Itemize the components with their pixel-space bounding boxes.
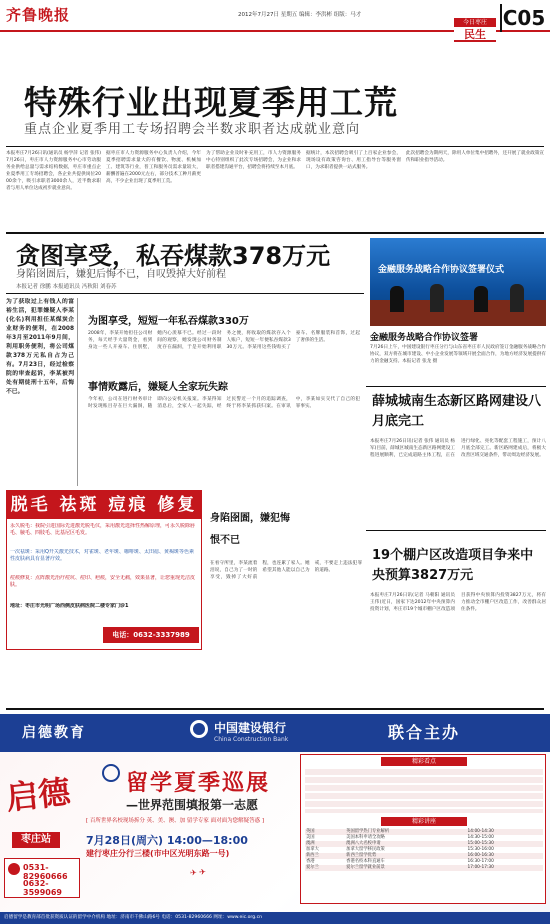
divider bbox=[6, 232, 544, 234]
schedule-topic: 澳洲八大名校申请 bbox=[346, 841, 381, 846]
plane-icon bbox=[102, 764, 120, 782]
schedule-country: 澳洲 bbox=[306, 841, 315, 846]
ccb-name-en: China Construction Bank bbox=[214, 736, 289, 743]
schedule-time: 14:00-14:30 bbox=[467, 829, 494, 834]
schedule-topic: 爱尔兰留学就业前景 bbox=[346, 865, 385, 870]
lead-body-col4: 据统计，本次招聘会吸引了上百家企业参会，现场设有政策咨询台、用工指导台等服务窗口，为求职者提供一站式服务。 bbox=[306, 151, 401, 170]
schedule-title: 精彩讲座 bbox=[381, 817, 467, 826]
schedule-time: 16:00-16:30 bbox=[467, 853, 494, 858]
lead-body-col2: 据枣庄市人力资源服务中心负责人介绍，今年夏季招聘需求量大的有餐饮、物流、机械加工、建筑等行业，普工和服务员需求量较大，薪酬普遍在2000元左右，部分技术工种月薪更高，不少企业出现了夏季用工荒。 bbox=[106, 151, 201, 184]
phone-1[interactable]: 0531-82960666 bbox=[23, 863, 68, 881]
divider bbox=[366, 530, 546, 531]
ad-signature-mark: ✈ ✈ bbox=[189, 867, 207, 878]
story2-subhead-b: 事情败露后，嫌疑人全家玩失踪 bbox=[88, 382, 228, 393]
clinic-ad[interactable] bbox=[6, 490, 202, 650]
ccb-name: 中国建设银行 bbox=[214, 721, 287, 735]
clinic-ad-phone[interactable]: 电话：0632-3337989 bbox=[103, 627, 199, 643]
story2-headline: 贪图享受，私吞煤款378万元 bbox=[16, 242, 331, 270]
schedule-country: 英国 bbox=[306, 829, 315, 834]
clinic-ad-line3: 痘痕修复：点阵激光治疗痘坑、痘印、疤痕，安全无痛，效果显著，让您重现光洁皮肤。 bbox=[10, 575, 196, 588]
schedule-country: 加拿大 bbox=[306, 847, 319, 852]
highlight-title: 精彩看点 bbox=[381, 757, 467, 766]
story2-subheadline: 身陷囹圄后，嫌犯后悔不已，自叹毁掉大好前程 bbox=[16, 269, 226, 280]
schedule-topic: 加拿大留学移民政策 bbox=[346, 847, 385, 852]
today-tag: 今日枣庄 bbox=[454, 18, 496, 27]
signing-photo bbox=[370, 238, 546, 326]
co-host-label: 联合主办 bbox=[388, 723, 461, 742]
clinic-ad-line1: 永久脱毛：我院引进国际先进激光脱毛仪，采用激光选择性热解原理，可永久脱除唇毛、腋毛、四肢毛、比基尼区毛发。 bbox=[10, 523, 196, 536]
schedule-time: 15:30-16:00 bbox=[467, 847, 494, 852]
story3-body: 本报枣庄7月26日讯(记者 张伟 通讯员 杨军)目前，薛城区城南生态新区路网建设工程进展顺利，已完成道路主体工程，正在进行绿化、亮化等配套工程施工，预计八月底全部完工。新区路网建成后，将极大改善区域交通条件，带动周边经济发展。 bbox=[370, 439, 546, 458]
story2-body-c: 在看守所里，李某流着泪说，自己为了一时的享受，毁掉了大好前程，也连累了家人。她希望其他人能以自己为戒，不要走上违法犯罪的道路。 bbox=[210, 561, 362, 580]
clinic-ad-line2: 一次祛斑：采用Q开关激光技术，对雀斑、老年斑、咖啡斑、太田痣、黄褐斑等色素性皮肤病具有显著疗效。 bbox=[10, 549, 194, 562]
story2-body-b: 今年初，公司在进行财务审计时发现账目存在巨大漏洞，随即向公安机关报案。李某得知消息后，全家人一起失踪，经过民警近一个月的追踪调查，终于将李某抓获归案。在审讯中，李某如实交代了自己的犯罪事实。 bbox=[88, 397, 360, 409]
ad-bottom-bar: 启德留学是教育部首批获资质认证的留学中介机构 地址：济南市千佛山路6号 电话：0531-82960666 网址：www.eic.org.cn bbox=[0, 912, 550, 924]
schedule-country: 美国 bbox=[306, 835, 315, 840]
story2-subhead-a: 为图享受，短短一年私吞煤款330万 bbox=[88, 316, 249, 327]
lead-body-col1: 本报枣庄7月26日讯(通讯员 杨学萍 记者 张伟)7月26日，枣庄市人力资源服务中心市劳动服务业供给总量与需求结构数据，枣庄市重点企业夏季用工专场招聘会，各企业共提供岗位2000余个，吸引求职者3000余人，近半数求职者与用人单位达成初步就业意向。 bbox=[6, 151, 101, 191]
lead-body-col3: 为了帮助企业及时补充用工，市人力资源服务中心特别组织了此次专场招聘会，为企业和求职者搭建沟通平台，招聘会将持续至本月底。 bbox=[206, 151, 301, 170]
clinic-ad-address: 地址：枣庄市光明广场西侧皮肤病医院二楼专家门诊1 bbox=[10, 603, 129, 609]
photo-banner-text: 金融服务战略合作协议签署仪式 bbox=[378, 265, 505, 275]
schedule-row bbox=[305, 865, 543, 871]
lead-headline: 特殊行业出现夏季用工荒 bbox=[24, 83, 398, 122]
photo-caption-title: 金融服务战略合作协议签署 bbox=[370, 333, 479, 343]
schedule-topic: 美国本科申请全攻略 bbox=[346, 835, 385, 840]
schedule-time: 16:30-17:00 bbox=[467, 859, 494, 864]
schedule-time: 15:00-15:30 bbox=[467, 841, 494, 846]
newspaper-logo: 齐鲁晚报 bbox=[6, 6, 71, 24]
clinic-ad-title: 脱毛 祛斑 痘痕 修复 bbox=[7, 491, 201, 519]
divider bbox=[6, 708, 544, 710]
divider bbox=[6, 146, 544, 147]
schedule-panel bbox=[300, 754, 546, 904]
ad-title: 留学夏季巡展 bbox=[126, 771, 271, 796]
lead-subheadline: 重点企业夏季用工专场招聘会半数求职者达成就业意向 bbox=[24, 122, 361, 137]
story2-byline: 本报记者 徐鹏 本报通讯员 冯秋阳 刘春苏 bbox=[16, 284, 117, 290]
lead-body-col5: 此次招聘会为期两天，除用人单位集中招聘外，还开展了就业政策宣传和职业指导活动。 bbox=[406, 151, 544, 163]
phone-box bbox=[4, 858, 80, 898]
story2-intro: 为了获取过上有钱人的富裕生活，犯罪嫌疑人李某(化名)利用担任某煤炭企业财务的便利，在2008年3月至2011年9月间，利用职务便利，将公司煤款378万元私自占为己有。7月23日，经过检察院的审查起诉，李某被判处有期徒刑十五年，后悔不已。 bbox=[6, 298, 78, 486]
ad-subtitle: —世界范围填报第一志愿 bbox=[126, 798, 259, 812]
story2-subhead-c: 身陷囹圄，嫌犯悔恨不已 bbox=[210, 513, 290, 546]
phone-2[interactable]: 0632-3599069 bbox=[23, 879, 62, 897]
story4-body: 本报枣庄7月26日讯(记者 马朝阳 通讯员 王伟)近日，国家下达2012年中央预算内投资计划，枣庄市19个城市棚户区改造项目获得中央预算内投资3827万元，将有力推动全市棚户区改造工作，改善群众居住条件。 bbox=[370, 593, 546, 612]
ccb-logo-icon bbox=[190, 720, 208, 738]
qide-calligraphy: 启德 bbox=[4, 772, 73, 818]
story4-headline: 19个棚户区改造项目争来中央预算3827万元 bbox=[372, 548, 534, 583]
schedule-topic: 香港名校本科直通车 bbox=[346, 859, 385, 864]
event-time: 7月28日(周六) 14:00—18:00 bbox=[86, 834, 248, 847]
photo-caption-body: 7月26日上午，中国建设银行枣庄分行与山东省枣庄市人民政府签订金融服务战略合作协议，双方将在城市建设、中小企业发展等领域开展全面合作，为地方经济发展提供有力的金融支持。本报记者 张龙 摄 bbox=[370, 345, 546, 364]
schedule-topic: 新西兰留学优势 bbox=[346, 853, 377, 858]
schedule-country: 爱尔兰 bbox=[306, 865, 319, 870]
issue-meta: 2012年7月27日 星期五 编辑：李洪彬 组版：马才 bbox=[238, 12, 362, 18]
eic-brand: 启德教育 bbox=[22, 725, 86, 741]
story2-body-a: 2008年，李某开始担任公司财务，每天经手大量资金，看到身边一些人开豪车、住别墅，她内心羡慕不已。经过一段时间的观察，她发现公司财务制度存在漏洞，于是开始利用职务之便，将收取的煤款存入个人账户，短短一年便私吞煤款330万元。李某用这些钱购买了豪车、名牌服装和首饰，过起了奢侈的生活。 bbox=[88, 331, 360, 350]
page-number: C05 bbox=[500, 4, 546, 32]
highlight-list bbox=[305, 769, 543, 813]
divider bbox=[6, 293, 364, 294]
schedule-time: 17:00-17:30 bbox=[467, 865, 494, 870]
ad-tagline: [ 百所世界名校现场拆分 英、美、澳、加 留学专家 面对面为您解疑答惑 ] bbox=[86, 818, 265, 824]
schedule-country: 新西兰 bbox=[306, 853, 319, 858]
phone-icon bbox=[8, 863, 20, 875]
story3-headline: 薛城城南生态新区路网建设八月底完工 bbox=[372, 394, 542, 429]
city-tag: 枣庄站 bbox=[12, 832, 60, 848]
schedule-topic: 英国留学热门专业解析 bbox=[346, 829, 390, 834]
section-tag: 民生 bbox=[454, 28, 496, 42]
event-venue: 建行枣庄分行三楼(市中区光明东路一号) bbox=[86, 849, 230, 858]
schedule-country: 香港 bbox=[306, 859, 315, 864]
schedule-table bbox=[305, 829, 543, 871]
schedule-time: 14:30-15:00 bbox=[467, 835, 494, 840]
divider bbox=[366, 386, 546, 387]
